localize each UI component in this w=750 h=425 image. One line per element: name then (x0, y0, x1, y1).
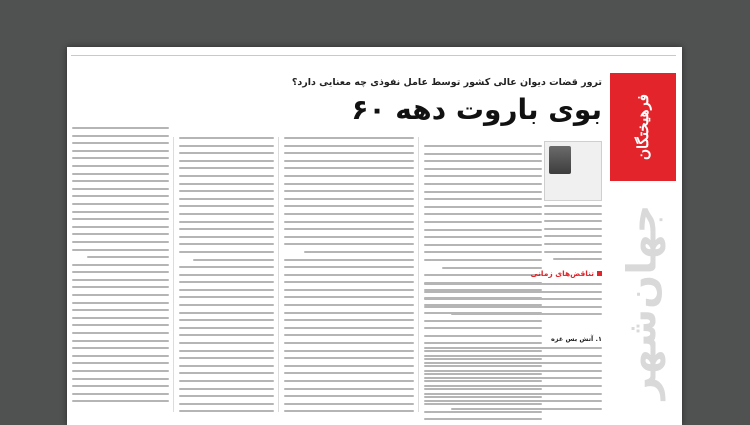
section-title (610, 197, 676, 407)
column-rule (278, 137, 279, 412)
subhead-gaza-ceasefire: ۱. آتش بس غزه (550, 335, 602, 343)
column-3 (179, 137, 274, 417)
publication-logo (610, 73, 676, 181)
article-kicker: ترور قضات دیوان عالی کشور توسط عامل نفوذی چه معنایی دارد؟ (291, 77, 602, 88)
column-rule (418, 137, 419, 412)
section-title-text: جهان‌شهر (620, 204, 666, 400)
column-1c (424, 283, 602, 323)
logo-text: فرهیختگان (634, 94, 652, 160)
column-2 (284, 137, 414, 417)
author-photo (549, 146, 571, 174)
bullet-marker (597, 271, 602, 276)
column-4 (72, 127, 169, 407)
newspaper-page (67, 47, 682, 425)
author-box (544, 141, 602, 201)
article-headline: بوی باروت دهه ۶۰ (351, 93, 602, 126)
column-1b (544, 205, 602, 265)
subhead-time-contradictions: تناقض‌های زمانی (530, 269, 602, 278)
column-1d (424, 347, 602, 423)
top-rule (71, 55, 676, 56)
column-rule (173, 137, 174, 412)
